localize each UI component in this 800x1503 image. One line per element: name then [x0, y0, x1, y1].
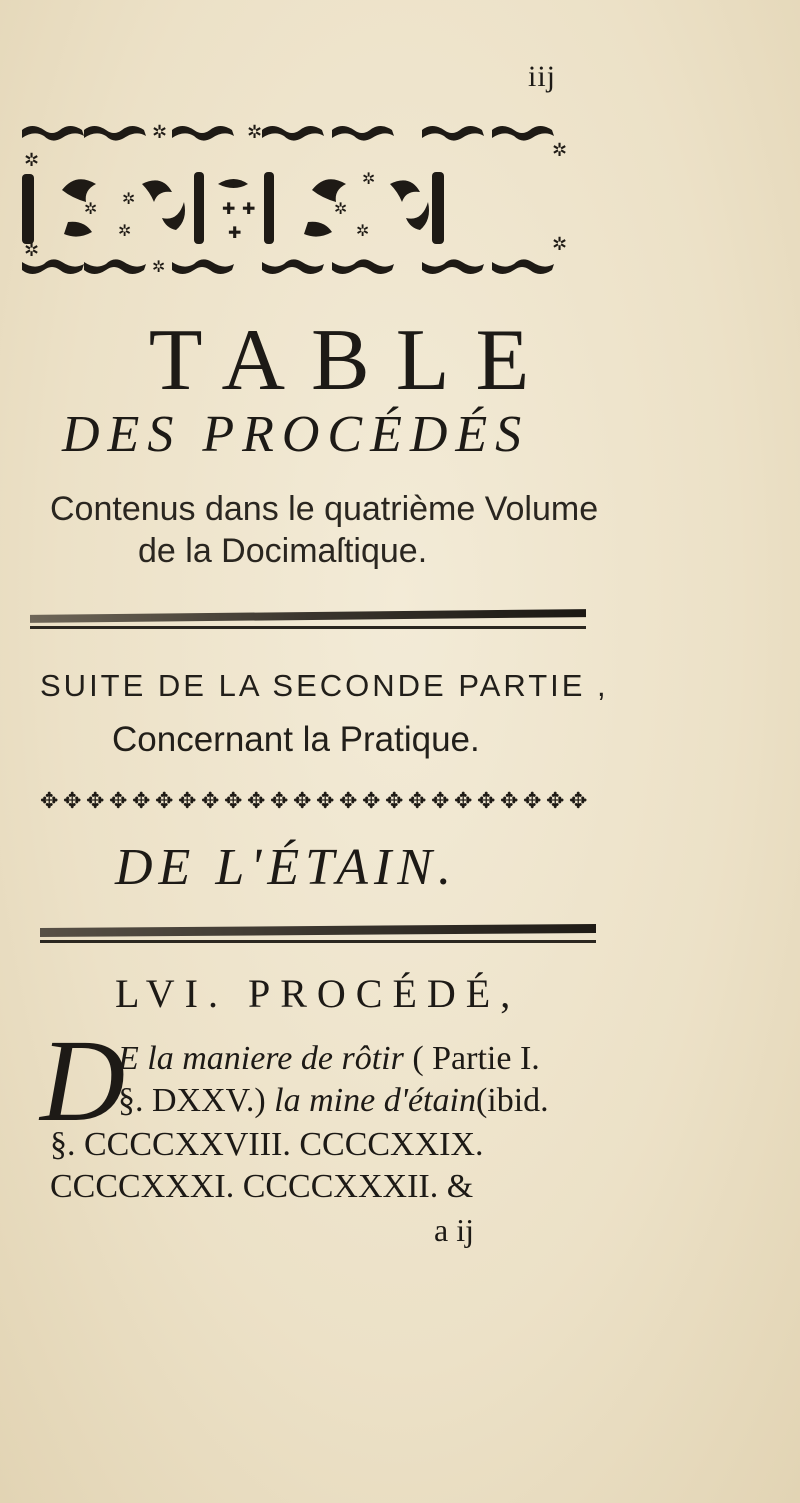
flower-glyph: ✥ [477, 789, 496, 814]
svg-text:✲: ✲ [552, 140, 568, 161]
svg-text:✲: ✲ [118, 221, 132, 240]
flower-glyph: ✥ [109, 789, 128, 814]
subtitle-line-2: de la Docimaſtique. [138, 532, 428, 570]
flower-glyph: ✥ [224, 789, 243, 814]
title: TABLE [148, 312, 556, 409]
flower-glyph: ✥ [132, 789, 151, 814]
svg-text:✲: ✲ [24, 240, 40, 261]
flower-glyph: ✥ [454, 789, 473, 814]
paragraph-line-1 [118, 1040, 540, 1078]
flower-glyph: ✥ [86, 789, 105, 814]
svg-text:✲: ✲ [247, 122, 263, 143]
subtitle-line-1: Contenus dans le quatrième Volume [50, 490, 599, 528]
flower-glyph: ✥ [155, 789, 174, 814]
svg-text:✲: ✲ [152, 122, 168, 143]
flower-glyph: ✥ [178, 789, 197, 814]
title-subtitle: DES PROCÉDÉS [62, 406, 530, 463]
rule-thick [30, 609, 586, 623]
flower-glyph: ✥ [40, 789, 59, 814]
flower-glyph: ✥ [270, 789, 289, 814]
rule-thin-2 [40, 940, 596, 943]
svg-text:✚: ✚ [222, 199, 236, 218]
flower-glyph: ✥ [316, 789, 335, 814]
flower-glyph: ✥ [201, 789, 220, 814]
catchword: a ij [434, 1212, 474, 1248]
svg-text:✲: ✲ [362, 169, 376, 188]
flower-glyph: ✥ [293, 789, 312, 814]
section-subheading: Concernant la Pratique. [112, 720, 480, 759]
flower-glyph: ✥ [431, 789, 450, 814]
rule-thin [30, 626, 586, 629]
drop-cap: D [40, 1015, 126, 1146]
svg-text:✲: ✲ [334, 199, 348, 218]
svg-text:✲: ✲ [152, 257, 166, 276]
paragraph-line-2-roman-end: (ibid. [475, 1082, 549, 1119]
flower-ornament-rule [36, 786, 596, 814]
flower-glyph: ✥ [523, 789, 542, 814]
svg-text:✚: ✚ [242, 199, 256, 218]
section-heading: SUITE DE LA SECONDE PARTIE , [40, 668, 609, 703]
paragraph-line-2-roman: §. DXXV.) [118, 1082, 266, 1119]
flower-glyph: ✥ [63, 789, 82, 814]
flower-glyph: ✥ [385, 789, 404, 814]
flower-glyph: ✥ [362, 789, 381, 814]
paragraph-line-1-italic: E la maniere de rôtir [118, 1040, 404, 1077]
chapter-heading: DE L'ÉTAIN. [115, 839, 457, 896]
paragraph-line-3: §. CCCCXXVIII. CCCCXXIX. [50, 1126, 484, 1163]
paragraph-line-1-roman: ( Partie I. [403, 1040, 540, 1077]
svg-text:✲: ✲ [84, 199, 98, 218]
svg-text:✲: ✲ [356, 221, 370, 240]
svg-text:✲: ✲ [24, 150, 40, 171]
flower-glyph: ✥ [569, 789, 588, 814]
flower-glyph: ✥ [500, 789, 519, 814]
paragraph-line-4: CCCCXXXI. CCCCXXXII. & [50, 1168, 474, 1205]
page-number: iij [528, 60, 557, 93]
paragraph-line-2-italic: la mine d'étain [265, 1082, 476, 1119]
flower-glyph: ✥ [546, 789, 565, 814]
flower-glyph: ✥ [339, 789, 358, 814]
paragraph-line-2 [118, 1082, 549, 1120]
rule-thick-2 [40, 924, 596, 937]
svg-text:✚: ✚ [228, 223, 242, 242]
flower-glyph: ✥ [247, 789, 266, 814]
ornamental-headpiece [22, 110, 588, 290]
flower-glyph: ✥ [408, 789, 427, 814]
svg-text:✲: ✲ [552, 234, 568, 255]
svg-text:✲: ✲ [122, 189, 136, 208]
procede-heading: LVI. PROCÉDÉ, [115, 971, 521, 1016]
